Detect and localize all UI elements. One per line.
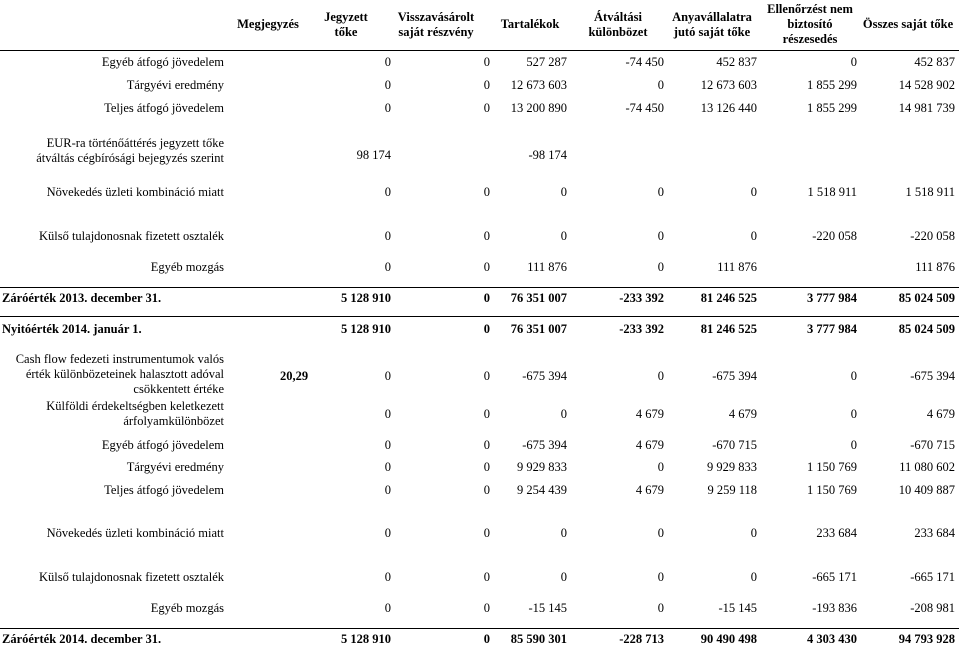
cell-treasury-shares: 0 [483, 526, 490, 540]
col-header-translation-difference: Átváltási különbözet [588, 10, 648, 39]
cell-non-controlling-interest: 0 [850, 438, 857, 452]
cell-reserves: 76 351 007 [510, 322, 567, 336]
cell-translation-difference: -74 450 [625, 101, 664, 115]
cell-treasury-shares: 0 [483, 291, 490, 305]
cell-non-controlling-interest: 1 855 299 [807, 101, 857, 115]
cell-share-capital: 0 [384, 438, 391, 452]
cell-parent-equity: 81 246 525 [700, 322, 757, 336]
cell-treasury-shares: 0 [483, 632, 490, 646]
cell-total-equity: -675 394 [910, 369, 955, 383]
row-label: Külföldi érdekeltségben keletkezett árfolyamkülönbözet [46, 399, 224, 428]
cell-share-capital: 0 [384, 185, 391, 199]
cell-reserves: 9 254 439 [517, 483, 567, 497]
cell-non-controlling-interest: 1 518 911 [807, 185, 857, 199]
cell-treasury-shares: 0 [483, 483, 490, 497]
cell-translation-difference: 0 [657, 526, 664, 540]
cell-total-equity: -665 171 [910, 570, 955, 584]
cell-reserves: 0 [560, 185, 567, 199]
cell-non-controlling-interest: -220 058 [812, 229, 857, 243]
cell-parent-equity: 13 126 440 [700, 101, 757, 115]
cell-non-controlling-interest: 0 [850, 369, 857, 383]
cell-total-equity: -208 981 [910, 601, 955, 615]
cell-share-capital: 0 [384, 78, 391, 92]
cell-treasury-shares: 0 [483, 55, 490, 69]
cell-total-equity: -220 058 [910, 229, 955, 243]
row-label: Teljes átfogó jövedelem [104, 483, 224, 497]
cell-share-capital: 0 [384, 229, 391, 243]
cell-translation-difference: 0 [657, 260, 664, 274]
cell-parent-equity: 0 [750, 185, 757, 199]
cell-treasury-shares: 0 [483, 185, 490, 199]
section-rule [0, 316, 959, 317]
cell-translation-difference: 0 [657, 78, 664, 92]
cell-non-controlling-interest: -193 836 [812, 601, 857, 615]
cell-translation-difference: 0 [657, 460, 664, 474]
row-label: Külső tulajdonosnak fizetett osztalék [38, 570, 224, 584]
cell-total-equity: 94 793 928 [898, 632, 955, 646]
cell-total-equity: 85 024 509 [898, 291, 955, 305]
cell-parent-equity: 81 246 525 [700, 291, 757, 305]
cell-non-controlling-interest: 3 777 984 [807, 322, 857, 336]
cell-parent-equity: 0 [750, 526, 757, 540]
cell-reserves: 0 [560, 526, 567, 540]
cell-translation-difference: 0 [657, 229, 664, 243]
cell-translation-difference: 0 [657, 185, 664, 199]
cell-total-equity: 14 528 902 [898, 78, 955, 92]
cell-total-equity: 111 876 [915, 260, 955, 274]
cell-treasury-shares: 0 [483, 260, 490, 274]
cell-share-capital: 0 [384, 483, 391, 497]
cell-non-controlling-interest: 0 [850, 55, 857, 69]
cell-non-controlling-interest: 0 [850, 407, 857, 421]
cell-treasury-shares: 0 [483, 78, 490, 92]
cell-total-equity: -670 715 [910, 438, 955, 452]
cell-translation-difference: 4 679 [635, 407, 664, 421]
cell-parent-equity: 9 929 833 [707, 460, 757, 474]
row-label: EUR-ra történőáttérés jegyzett tőke átváltás cégbírósági bejegyzés szerint [36, 136, 224, 165]
cell-share-capital: 0 [384, 407, 391, 421]
cell-share-capital: 5 128 910 [341, 322, 391, 336]
cell-non-controlling-interest: 233 684 [816, 526, 857, 540]
cell-reserves: 12 673 603 [510, 78, 567, 92]
cell-translation-difference: 0 [657, 369, 664, 383]
cell-reserves: 9 929 833 [517, 460, 567, 474]
section-rule [0, 287, 959, 288]
row-label: Teljes átfogó jövedelem [104, 101, 224, 115]
cell-share-capital: 0 [384, 55, 391, 69]
cell-parent-equity: 111 876 [717, 260, 757, 274]
cell-parent-equity: 4 679 [728, 407, 757, 421]
row-label: Tárgyévi eredmény [126, 460, 224, 474]
row-label: Záróérték 2013. december 31. [2, 291, 162, 305]
cell-treasury-shares: 0 [483, 601, 490, 615]
cell-reserves: 85 590 301 [510, 632, 567, 646]
cell-total-equity: 14 981 739 [898, 101, 955, 115]
cell-parent-equity: 0 [750, 229, 757, 243]
cell-reserves: -675 394 [522, 369, 567, 383]
row-label: Záróérték 2014. december 31. [2, 632, 162, 646]
cell-non-controlling-interest: 3 777 984 [807, 291, 857, 305]
cell-total-equity: 4 679 [926, 407, 955, 421]
cell-reserves: 76 351 007 [510, 291, 567, 305]
cell-share-capital: 5 128 910 [341, 291, 391, 305]
cell-parent-equity: -15 145 [718, 601, 757, 615]
col-header-reserves: Tartalékok [500, 17, 560, 31]
cell-translation-difference: -228 713 [619, 632, 664, 646]
header-rule [0, 50, 959, 51]
col-header-treasury-shares: Visszavásárolt saját részvény [397, 10, 475, 39]
row-label: Növekedés üzleti kombináció miatt [46, 185, 224, 199]
cell-share-capital: 0 [384, 570, 391, 584]
cell-non-controlling-interest: -665 171 [812, 570, 857, 584]
cell-total-equity: 452 837 [914, 55, 955, 69]
cell-parent-equity: 90 490 498 [700, 632, 757, 646]
cell-reserves: -675 394 [522, 438, 567, 452]
cell-translation-difference: 0 [657, 570, 664, 584]
row-label: Cash flow fedezeti instrumentumok valós érték különbözeteinek halasztott adóval csökkentett értéke [15, 352, 224, 396]
cell-share-capital: 0 [384, 460, 391, 474]
cell-translation-difference: -233 392 [619, 291, 664, 305]
cell-treasury-shares: 0 [483, 570, 490, 584]
cell-non-controlling-interest: 1 150 769 [807, 460, 857, 474]
cell-parent-equity: 9 259 118 [707, 483, 757, 497]
cell-non-controlling-interest: 1 855 299 [807, 78, 857, 92]
cell-treasury-shares: 0 [483, 460, 490, 474]
col-header-total-equity: Összes saját tőke [862, 17, 954, 31]
cell-share-capital: 0 [384, 601, 391, 615]
cell-total-equity: 233 684 [914, 526, 955, 540]
cell-parent-equity: -670 715 [712, 438, 757, 452]
cell-total-equity: 11 080 602 [899, 460, 955, 474]
cell-treasury-shares: 0 [483, 407, 490, 421]
row-label: Egyéb átfogó jövedelem [101, 55, 224, 69]
cell-non-controlling-interest: 4 303 430 [807, 632, 857, 646]
cell-reserves: 0 [560, 570, 567, 584]
cell-reserves: 13 200 890 [510, 101, 567, 115]
cell-share-capital: 0 [384, 369, 391, 383]
cell-treasury-shares: 0 [483, 369, 490, 383]
col-header-parent-equity: Anyavállalatra jutó saját tőke [672, 10, 752, 39]
row-label: Tárgyévi eredmény [126, 78, 224, 92]
cell-share-capital: 98 174 [356, 148, 391, 162]
cell-reserves: 0 [560, 407, 567, 421]
cell-reserves: -98 174 [528, 148, 567, 162]
cell-share-capital: 5 128 910 [341, 632, 391, 646]
cell-treasury-shares: 0 [483, 322, 490, 336]
cell-treasury-shares: 0 [483, 101, 490, 115]
cell-non-controlling-interest: 1 150 769 [807, 483, 857, 497]
note-reference: 20,29 [280, 369, 309, 383]
cell-treasury-shares: 0 [483, 229, 490, 243]
cell-translation-difference: 4 679 [635, 438, 664, 452]
cell-parent-equity: 0 [750, 570, 757, 584]
cell-total-equity: 85 024 509 [898, 322, 955, 336]
row-label: Nyitóérték 2014. január 1. [2, 322, 142, 336]
row-label: Egyéb átfogó jövedelem [101, 438, 224, 452]
cell-translation-difference: 4 679 [635, 483, 664, 497]
cell-translation-difference: -233 392 [619, 322, 664, 336]
row-label: Egyéb mozgás [150, 601, 224, 615]
cell-reserves: 111 876 [527, 260, 567, 274]
col-header-share-capital: Jegyzett tőke [324, 10, 368, 39]
cell-reserves: -15 145 [528, 601, 567, 615]
section-rule [0, 628, 959, 629]
cell-translation-difference: -74 450 [625, 55, 664, 69]
cell-translation-difference: 0 [657, 601, 664, 615]
row-label: Külső tulajdonosnak fizetett osztalék [38, 229, 224, 243]
cell-parent-equity: 452 837 [716, 55, 757, 69]
row-label: Növekedés üzleti kombináció miatt [46, 526, 224, 540]
cell-parent-equity: -675 394 [712, 369, 757, 383]
cell-reserves: 0 [560, 229, 567, 243]
cell-total-equity: 10 409 887 [898, 483, 955, 497]
cell-share-capital: 0 [384, 526, 391, 540]
row-label: Egyéb mozgás [150, 260, 224, 274]
cell-share-capital: 0 [384, 101, 391, 115]
cell-total-equity: 1 518 911 [905, 185, 955, 199]
cell-treasury-shares: 0 [483, 438, 490, 452]
cell-parent-equity: 12 673 603 [700, 78, 757, 92]
col-header-note: Megjegyzés [237, 17, 299, 31]
cell-share-capital: 0 [384, 260, 391, 274]
cell-reserves: 527 287 [526, 55, 567, 69]
col-header-non-controlling-interest: Ellenőrzést nem biztosító részesedés [767, 2, 853, 46]
